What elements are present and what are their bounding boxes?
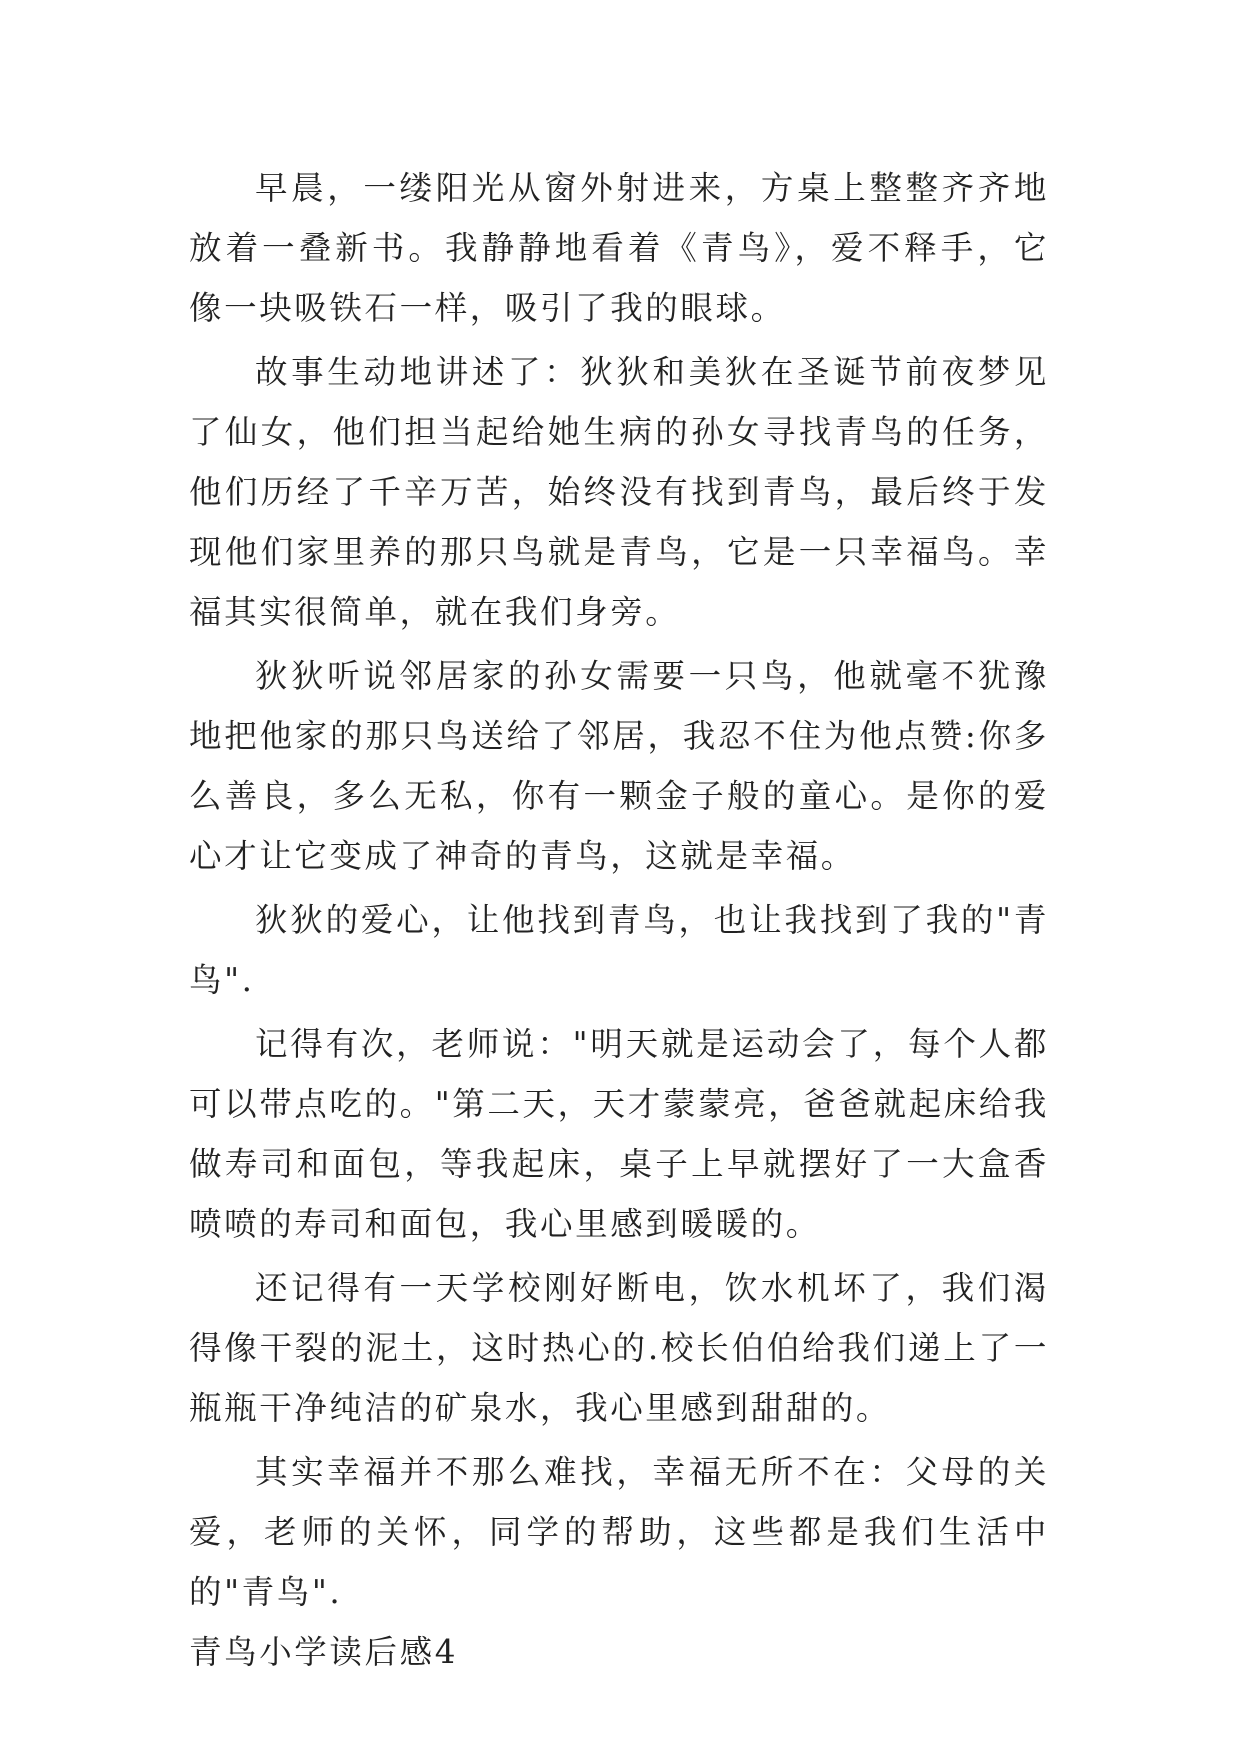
paragraph-6: 还记得有一天学校刚好断电，饮水机坏了，我们渴得像干裂的泥土，这时热心的.校长伯伯给我们递上了一瓶瓶干净纯洁的矿泉水，我心里感到甜甜的。: [189, 1269, 1049, 1427]
paragraph-3: 狄狄听说邻居家的孙女需要一只鸟，他就毫不犹豫地把他家的那只鸟送给了邻居，我忍不住为他点赞:你多么善良，多么无私，你有一颗金子般的童心。是你的爱心才让它变成了神奇的青鸟，这就是幸福。: [189, 657, 1049, 875]
paragraph-4: 狄狄的爱心，让他找到青鸟，也让我找到了我的"青鸟".: [189, 901, 1049, 999]
paragraph-7: 其实幸福并不那么难找，幸福无所不在：父母的关爱，老师的关怀，同学的帮助，这些都是我们生活中的"青鸟".: [189, 1453, 1049, 1611]
paragraph-2: 故事生动地讲述了：狄狄和美狄在圣诞节前夜梦见了仙女，他们担当起给她生病的孙女寻找青鸟的任务，他们历经了千辛万苦，始终没有找到青鸟，最后终于发现他们家里养的那只鸟就是青鸟，它是一只幸福鸟。幸福其实很简单，就在我们身旁。: [189, 353, 1049, 631]
section-heading: 青鸟小学读后感4: [189, 1633, 458, 1671]
article-body: [189, 158, 1049, 1682]
paragraph-5: 记得有次，老师说："明天就是运动会了，每个人都可以带点吃的。"第二天，天才蒙蒙亮，爸爸就起床给我做寿司和面包，等我起床，桌子上早就摆好了一大盒香喷喷的寿司和面包，我心里感到暖暖的。: [189, 1025, 1049, 1243]
paragraph-1: 早晨，一缕阳光从窗外射进来，方桌上整整齐齐地放着一叠新书。我静静地看着《青鸟》，爱不释手，它像一块吸铁石一样，吸引了我的眼球。: [189, 169, 1049, 327]
